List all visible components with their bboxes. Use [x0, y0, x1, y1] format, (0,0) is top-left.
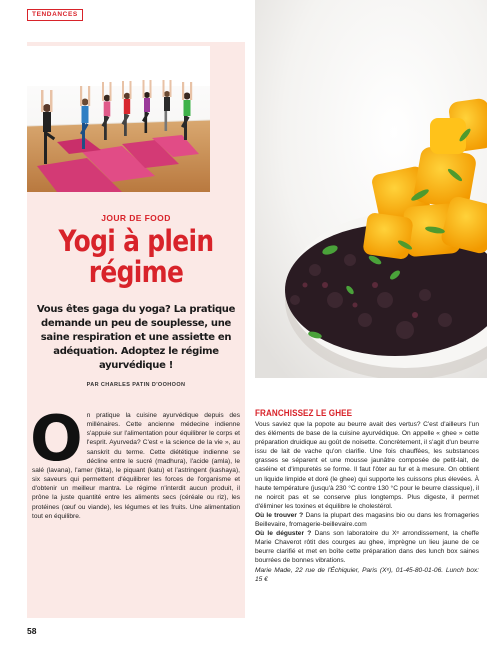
food-photo [255, 0, 487, 378]
where-to-find-text: Dans la plupart des magasins bio ou dans les fromageries Beillevaire, fromagerie-beillevaire.com [255, 511, 479, 529]
restaurant-address: Marie Made, 22 rue de l'Échiquier, Paris (Xᵉ), 01-45-80-01-06. Lunch box: 15 € [255, 566, 479, 583]
section-subhead: FRANCHISSEZ LE GHEE [255, 408, 353, 418]
where-to-eat-paragraph [255, 529, 479, 565]
article-kicker: JOUR DE FOOD [101, 213, 171, 223]
ghee-paragraph: Vous saviez que la popote au beurre avait des vertus? C'est d'ailleurs l'un des éléments de base de la cuisine ayurvédique. On appelle « ghee » cette préparation druidique au goût de noisette. Concrètement, il s'agit d'un beurre issu de lait de vache qu'on clarifie. Une fois chauffées, les substances grasses se séparent et une mousse jaunâtre composée de petit-lait, de caséine et d'impuretés se forme. Il faut l'ôter au fur et à mesure. On obtient un liquide limpide et doré (le ghee) qui supporte les cuissons plus élevées. À haute température (jusqu'à 230 °C contre 130 °C pour le beurre classique), il ne noircit pas et se conserve plus longtemps. Plus digeste, il permet d'éliminer les toxines et équilibre le cholestérol. [255, 421, 479, 510]
title-line-2: régime [88, 255, 184, 289]
body-left-column [30, 402, 240, 521]
body-right-column [255, 420, 479, 584]
where-to-eat-text: Dans son laboratoire du Xᵉ arrondissement, la cheffe Marie Chaverot rôtit des courges au ghee, imprègne un lieu jaune de ce beurre clarifié et met en boîte cette préparation dans des lunch box saines bourrées de bonnes vibrations. [255, 530, 479, 565]
drop-cap: O [30, 402, 83, 475]
page-number: 58 [27, 626, 37, 636]
body-left-text: n pratique la cuisine ayurvédique depuis des millénaires. Cette ancienne médecine indienne s'appuie sur l'alimentation pour équilibrer le corps et l'esprit. Ayurveda? C'est « la science de la vie », au sanskrit du terme. Cette diététique indienne se décline entre le sucré (madhura), l'acide (amla), le salé (lavana), l'amer (tikta), le piquant (katu) et l'astringent (kashaya), six saveurs qui permettent d'équilibrer les forces de l'organisme et d'obtenir un meilleur mantra. Le régime n'interdit aucun produit, il prône la juste quantité entre les aliments secs (céréale ou riz), les protéines (œuf ou viande), les légumes et les fruits. Une alimentation tout en équilibre. [32, 412, 240, 520]
article-title [42, 226, 229, 288]
where-to-find-paragraph [255, 511, 479, 529]
title-line-1: Yogi à plein [58, 224, 214, 258]
where-to-eat-label: Où le déguster ? [255, 530, 312, 538]
where-to-find-label: Où le trouver ? [255, 511, 304, 519]
article-lead: Vous êtes gaga du yoga? La pratique demande un peu de souplesse, une saine respiration et une assiette en adéquation. Adoptez le régime ayurvédique ! [36, 304, 236, 371]
section-tag: TENDANCES [27, 9, 83, 21]
article-byline: PAR CHARLES PATIN D'OOHOON [86, 382, 186, 388]
yoga-class-photo [27, 46, 210, 192]
